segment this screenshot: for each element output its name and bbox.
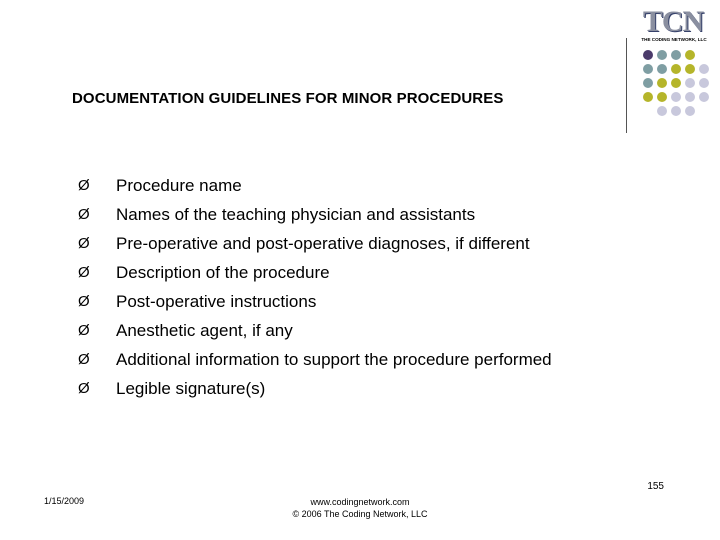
website-link: www.codingnetwork.com [310,497,410,507]
guideline-list [78,175,586,407]
list-item-text: Legible signature(s) [116,379,266,398]
dot [657,64,667,74]
list-item-text: Pre-operative and post-operative diagnoses, if different [116,234,530,253]
dot [699,78,709,88]
arrow-bullet-icon: Ø [78,293,90,310]
dot [685,64,695,74]
dot [671,64,681,74]
list-item [78,262,586,284]
arrow-bullet-icon: Ø [78,177,90,194]
dot [685,50,695,60]
arrow-bullet-icon: Ø [78,351,90,368]
arrow-bullet-icon: Ø [78,322,90,339]
arrow-bullet-icon: Ø [78,380,90,397]
dot [657,106,667,116]
dot [685,106,695,116]
list-item [78,291,586,313]
divider-line [626,38,627,133]
dot [671,92,681,102]
list-item-text: Description of the procedure [116,263,330,282]
dot [671,106,681,116]
dot [643,78,653,88]
dot [643,64,653,74]
list-item [78,349,586,371]
logo-subtitle: THE CODING NETWORK, LLC [641,37,707,42]
dot [699,64,709,74]
footer-credits [230,496,490,520]
list-item-text: Procedure name [116,176,242,195]
arrow-bullet-icon: Ø [78,264,90,281]
list-item-text: Names of the teaching physician and assistants [116,205,476,224]
list-item-text: Additional information to support the procedure performed [116,350,552,369]
list-item [78,175,586,197]
slide-date: 1/15/2009 [44,496,85,506]
slide-title: DOCUMENTATION GUIDELINES FOR MINOR PROCEDURES [72,90,504,107]
dot [699,92,709,102]
tcn-logo: TCN [642,5,704,38]
dot [685,78,695,88]
dot [671,50,681,60]
arrow-bullet-icon: Ø [78,206,90,223]
decorative-dot-grid [638,49,718,127]
dot [685,92,695,102]
copyright: © 2006 The Coding Network, LLC [292,509,428,519]
dot [657,92,667,102]
page-number: 155 [647,481,664,492]
list-item-text: Post-operative instructions [116,292,317,311]
list-item-text: Anesthetic agent, if any [116,321,293,340]
dot [657,50,667,60]
dot [643,50,653,60]
arrow-bullet-icon: Ø [78,235,90,252]
dot [657,78,667,88]
list-item [78,233,586,255]
list-item [78,378,586,400]
list-item [78,204,586,226]
dot [671,78,681,88]
dot [643,92,653,102]
list-item [78,320,586,342]
